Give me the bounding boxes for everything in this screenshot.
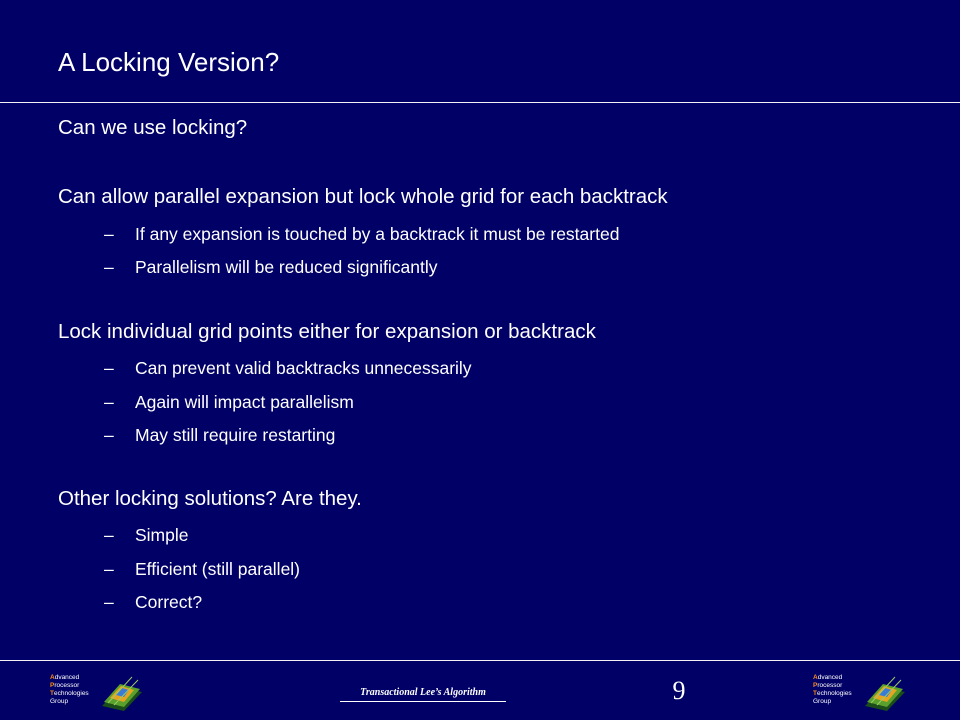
footer-title: Transactional Lee’s Algorithm (360, 687, 486, 698)
sub-bullet-marker: – (104, 592, 114, 612)
title-divider (0, 102, 960, 103)
logo-wordmark: Advanced Processor Technologies Group (50, 674, 89, 705)
bullet-3: Lock individual grid points either for expansion or backtrack (58, 320, 596, 343)
sub-bullet-marker: – (104, 425, 114, 445)
sub-bullet-3-1 (104, 355, 472, 381)
sub-bullet-3-2 (104, 389, 354, 415)
bullet-4: Other locking solutions? Are they. (58, 487, 362, 510)
slide-title: A Locking Version? (58, 47, 280, 77)
sub-bullet-marker: – (104, 559, 114, 579)
sub-bullet-4-3 (104, 589, 202, 615)
chip-logo-icon (857, 672, 909, 712)
sub-bullet-2-1 (104, 221, 619, 247)
sub-bullet-text: Parallelism will be reduced significantly (135, 257, 438, 277)
sub-bullet-text: Again will impact parallelism (135, 392, 354, 412)
footer-title-underline (340, 701, 506, 702)
bullet-1: Can we use locking? (58, 116, 248, 139)
sub-bullet-text: Can prevent valid backtracks unnecessarily (135, 358, 472, 378)
apt-logo-right (813, 672, 913, 712)
chip-logo-icon (94, 672, 146, 712)
sub-bullet-marker: – (104, 358, 114, 378)
sub-bullet-4-1 (104, 522, 189, 548)
sub-bullet-marker: – (104, 257, 114, 277)
apt-logo-left (50, 672, 150, 712)
logo-wordmark: Advanced Processor Technologies Group (813, 674, 852, 705)
sub-bullet-marker: – (104, 224, 114, 244)
footer-divider (0, 660, 960, 661)
sub-bullet-2-2 (104, 254, 438, 280)
sub-bullet-marker: – (104, 392, 114, 412)
sub-bullet-text: Correct? (135, 592, 203, 612)
sub-bullet-text: Efficient (still parallel) (135, 559, 301, 579)
sub-bullet-text: May still require restarting (135, 425, 336, 445)
sub-bullet-marker: – (104, 525, 114, 545)
sub-bullet-3-3 (104, 422, 335, 448)
bullet-2: Can allow parallel expansion but lock whole grid for each backtrack (58, 185, 668, 208)
page-number: 9 (672, 676, 686, 705)
sub-bullet-4-2 (104, 556, 300, 582)
sub-bullet-text: Simple (135, 525, 189, 545)
sub-bullet-text: If any expansion is touched by a backtrack it must be restarted (135, 224, 620, 244)
